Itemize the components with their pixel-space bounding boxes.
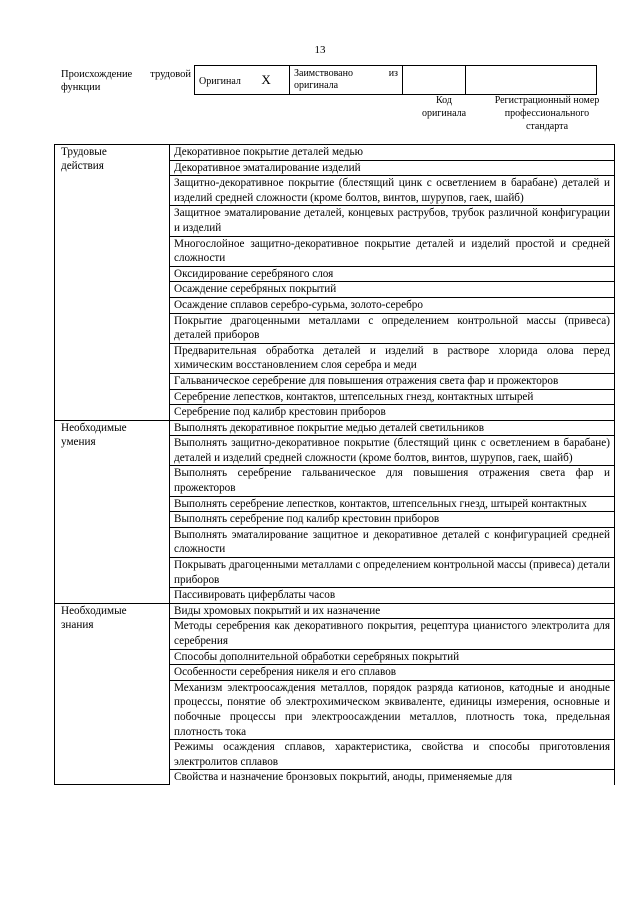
origin-label-word3: функции [61,82,101,93]
registration-caption [482,94,612,133]
section-item: Выполнять серебрение гальваническое для повышения отражения света фар и прожекторов [170,466,615,496]
section-item: Покрывать драгоценными металлами с определением контрольной массы (привеса) детали приборов [170,558,615,588]
section-title-line: знания [61,618,94,631]
section-item: Декоративное эматалирование изделий [170,160,615,176]
code-caption [414,94,474,120]
section-item: Серебрение лепестков, контактов, штепсельных гнезд, контактных штырей [170,389,615,405]
table-row [55,145,615,161]
section-item: Выполнять эматалирование защитное и декоративное деталей с конфигурацией средней сложности [170,527,615,557]
origin-label-word2: трудовой [150,69,191,80]
borrowed-label-word1: Заимствовано [294,68,353,79]
code-caption-line: Код [436,95,452,106]
section-item: Предварительная обработка деталей и изделий в растворе хлорида олова перед химическим восстановлением слоя серебра и меди [170,343,615,373]
section-item: Покрытие драгоценными металлами с определением контрольной массы (привеса) деталей приборов [170,313,615,343]
section-item: Выполнять серебрение под калибр крестовин приборов [170,512,615,528]
section-item: Выполнять серебрение лепестков, контактов, штепсельных гнезд, штырей контактных [170,496,615,512]
section-item: Выполнять защитно-декоративное покрытие (блестящий цинк с осветлением в барабане) деталей и изделий средней сложности (кроме болтов, винтов, шурупов, гаек, шайб) [170,436,615,466]
original-label: Оригинал [199,76,241,87]
section-item: Декоративное покрытие деталей медью [170,145,615,161]
registration-caption-line: стандарта [525,121,569,132]
section-title [55,603,170,785]
section-item: Свойства и назначение бронзовых покрытий, аноды, применяемые для [170,770,615,785]
registration-caption-line: профессионального [504,108,590,119]
section-item: Методы серебрения как декоративного покрытия, рецептура цианистого электролита для серебрения [170,619,615,649]
section-item: Механизм электроосаждения металлов, порядок разряда катионов, катодные и анодные процессы, понятие об электрохимическом эквиваленте, единицы измерения, основные и побочные процессы при электроосаждении металлов, плотность тока, предельная плотность тока [170,680,615,739]
section-item: Защитное эматалирование деталей, концевых раструбов, трубок различной конфигурации и изделий [170,206,615,236]
section-item: Режимы осаждения сплавов, характеристика, свойства и способы приготовления электролитов сплавов [170,740,615,770]
functions-table [54,144,615,785]
original-cell [195,66,290,95]
section-item: Осаждение сплавов серебро-сурьма, золото-серебро [170,297,615,313]
borrowed-cell [290,66,403,95]
section-item: Многослойное защитно-декоративное покрытие деталей и изделий простой и средней сложности [170,236,615,266]
section-item: Защитно-декоративное покрытие (блестящий цинк с осветлением в барабане) деталей и изделий средней сложности (кроме болтов, винтов, шурупов, гаек, шайб) [170,176,615,206]
section-item: Осаждение серебряных покрытий [170,282,615,298]
section-title-line: Необходимые [61,604,127,617]
origin-label [61,68,191,94]
section-title-line: умения [61,435,96,448]
section-item: Пассивировать циферблаты часов [170,588,615,604]
section-title [55,420,170,603]
section-title-line: действия [61,160,104,172]
origin-label-word1: Происхождение [61,69,133,80]
borrowed-label-word3: оригинала [294,80,339,91]
code-cell [403,66,466,95]
section-item: Серебрение под калибр крестовин приборов [170,405,615,421]
page-number: 13 [314,44,326,56]
table-row [55,420,615,436]
code-caption-line: оригинала [421,108,467,119]
section-title [55,145,170,421]
original-mark: X [261,72,271,87]
section-item: Особенности серебрения никеля и его сплавов [170,665,615,681]
section-title-line: Трудовые [61,146,107,158]
table-row [55,603,615,619]
origin-table [194,65,597,95]
registration-cell [466,66,597,95]
section-item: Гальваническое серебрение для повышения отражения света фар и прожекторов [170,373,615,389]
section-item: Способы дополнительной обработки серебряных покрытий [170,649,615,665]
section-item: Виды хромовых покрытий и их назначение [170,603,615,619]
registration-caption-line: Регистрационный номер [494,95,600,106]
section-title-line: Необходимые [61,421,127,434]
section-item: Выполнять декоративное покрытие медью деталей светильников [170,420,615,436]
borrowed-label-word2: из [388,68,398,79]
section-item: Оксидирование серебряного слоя [170,266,615,282]
